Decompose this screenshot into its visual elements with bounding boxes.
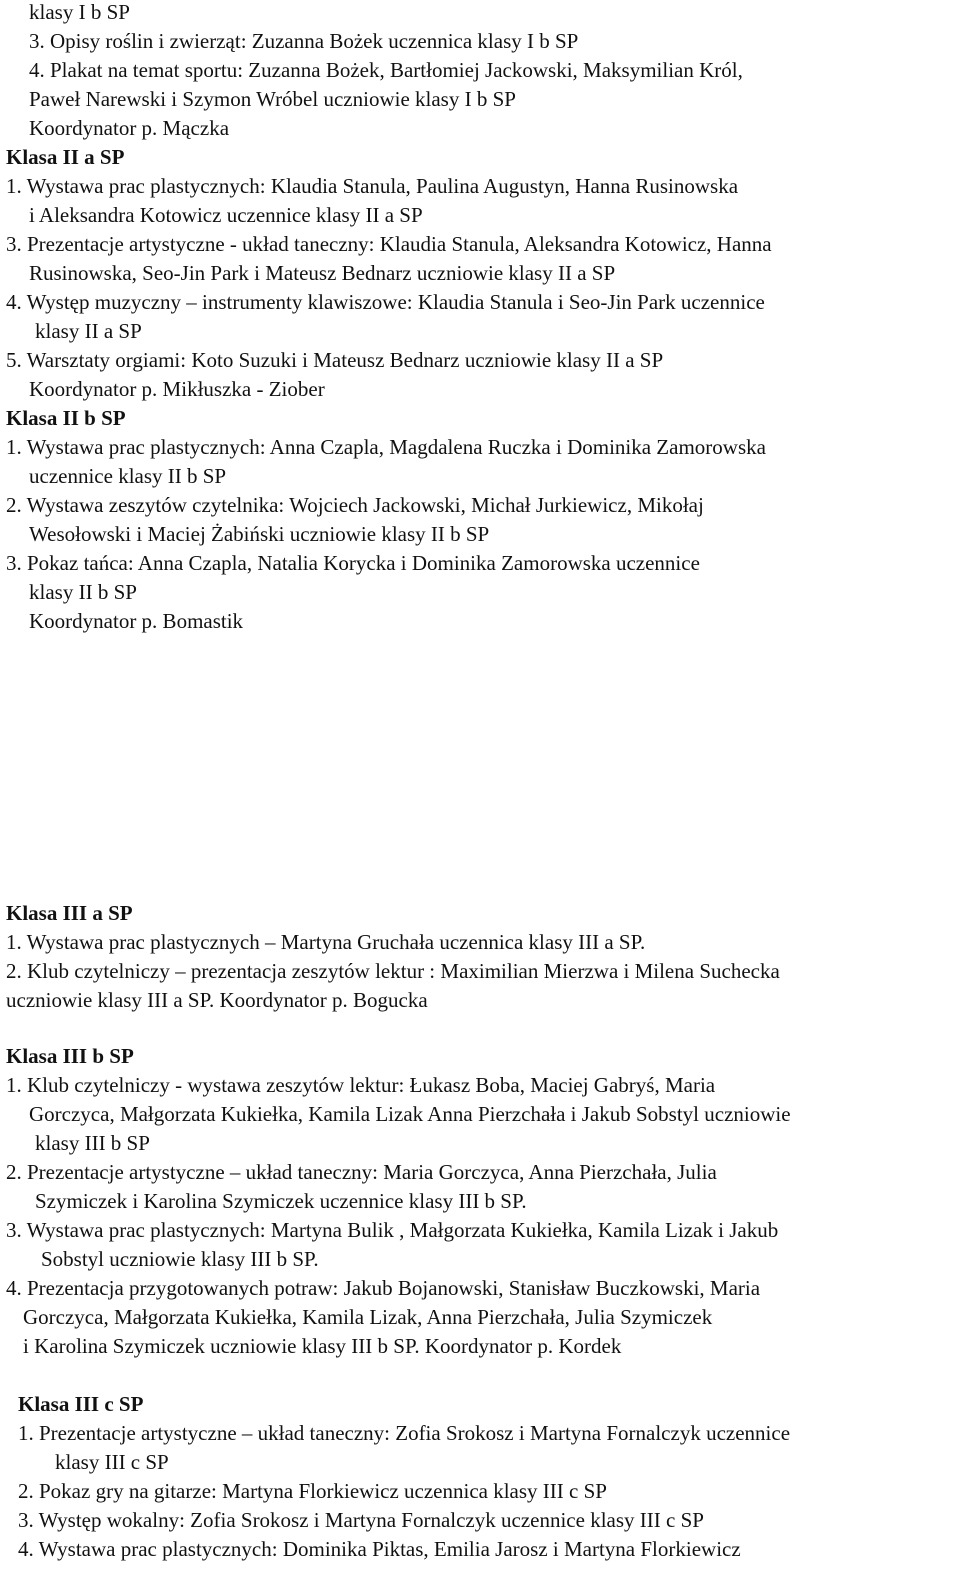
text-line: klasy III c SP <box>55 1450 169 1474</box>
text-line: i Karolina Szymiczek uczniowie klasy III b SP. Koordynator p. Kordek <box>23 1334 622 1358</box>
text-line: klasy III b SP <box>35 1131 150 1155</box>
list-item: 1. Wystawa prac plastycznych: Klaudia Stanula, Paulina Augustyn, Hanna Rusinowska <box>6 174 739 198</box>
text-line: klasy I b SP <box>29 0 130 24</box>
section-heading: Klasa III a SP <box>6 901 133 925</box>
list-item: 4. Prezentacja przygotowanych potraw: Jakub Bojanowski, Stanisław Buczkowski, Maria <box>6 1276 761 1300</box>
text-line: Gorczyca, Małgorzata Kukiełka, Kamila Lizak Anna Pierzchała i Jakub Sobstyl uczniowie <box>29 1102 791 1126</box>
list-item: 3. Prezentacje artystyczne - układ taneczny: Klaudia Stanula, Aleksandra Kotowicz, Hanna <box>6 232 772 256</box>
list-item: 4. Wystawa prac plastycznych: Dominika Piktas, Emilia Jarosz i Martyna Florkiewicz <box>18 1537 741 1561</box>
list-item: 1. Wystawa prac plastycznych – Martyna Gruchała uczennica klasy III a SP. <box>6 930 646 954</box>
coordinator-line: Koordynator p. Mikłuszka - Ziober <box>29 377 325 401</box>
list-item: 2. Wystawa zeszytów czytelnika: Wojciech Jackowski, Michał Jurkiewicz, Mikołaj <box>6 493 704 517</box>
list-item: 4. Występ muzyczny – instrumenty klawiszowe: Klaudia Stanula i Seo-Jin Park uczennice <box>6 290 765 314</box>
list-item: 3. Opisy roślin i zwierząt: Zuzanna Bożek uczennica klasy I b SP <box>29 29 579 53</box>
list-item: 4. Plakat na temat sportu: Zuzanna Bożek, Bartłomiej Jackowski, Maksymilian Król, <box>29 58 743 82</box>
section-heading: Klasa III c SP <box>18 1392 144 1416</box>
list-item: 1. Wystawa prac plastycznych: Anna Czapla, Magdalena Ruczka i Dominika Zamorowska <box>6 435 766 459</box>
text-line: Sobstyl uczniowie klasy III b SP. <box>41 1247 319 1271</box>
list-item: 3. Pokaz tańca: Anna Czapla, Natalia Korycka i Dominika Zamorowska uczennice <box>6 551 700 575</box>
list-item: 3. Występ wokalny: Zofia Srokosz i Martyna Fornalczyk uczennice klasy III c SP <box>18 1508 704 1532</box>
text-line: Gorczyca, Małgorzata Kukiełka, Kamila Lizak, Anna Pierzchała, Julia Szymiczek <box>23 1305 713 1329</box>
list-item: 1. Prezentacje artystyczne – układ taneczny: Zofia Srokosz i Martyna Fornalczyk uczennice <box>18 1421 791 1445</box>
section-heading: Klasa II a SP <box>6 145 125 169</box>
list-item: 3. Wystawa prac plastycznych: Martyna Bulik , Małgorzata Kukiełka, Kamila Lizak i Jakub <box>6 1218 779 1242</box>
section-heading: Klasa III b SP <box>6 1044 134 1068</box>
coordinator-line: Koordynator p. Bomastik <box>29 609 244 633</box>
text-line: uczniowie klasy III a SP. Koordynator p. Bogucka <box>6 988 428 1012</box>
list-item: 2. Pokaz gry na gitarze: Martyna Florkiewicz uczennica klasy III c SP <box>18 1479 607 1503</box>
text-line: klasy II b SP <box>29 580 137 604</box>
text-line: klasy II a SP <box>35 319 142 343</box>
list-item: 1. Klub czytelniczy - wystawa zeszytów lektur: Łukasz Boba, Maciej Gabryś, Maria <box>6 1073 716 1097</box>
text-line: Rusinowska, Seo-Jin Park i Mateusz Bednarz uczniowie klasy II a SP <box>29 261 616 285</box>
text-line: i Aleksandra Kotowicz uczennice klasy II a SP <box>29 203 423 227</box>
text-line: Szymiczek i Karolina Szymiczek uczennice klasy III b SP. <box>35 1189 527 1213</box>
list-item: 5. Warsztaty orgiami: Koto Suzuki i Mateusz Bednarz uczniowie klasy II a SP <box>6 348 664 372</box>
coordinator-line: Koordynator p. Mączka <box>29 116 230 140</box>
text-line: Wesołowski i Maciej Żabiński uczniowie klasy II b SP <box>29 522 490 546</box>
list-item: 2. Klub czytelniczy – prezentacja zeszytów lektur : Maximilian Mierzwa i Milena Suchecka <box>6 959 780 983</box>
text-line: uczennice klasy II b SP <box>29 464 227 488</box>
section-heading: Klasa II b SP <box>6 406 126 430</box>
list-item: 2. Prezentacje artystyczne – układ taneczny: Maria Gorczyca, Anna Pierzchała, Julia <box>6 1160 717 1184</box>
text-line: Paweł Narewski i Szymon Wróbel uczniowie klasy I b SP <box>29 87 516 111</box>
